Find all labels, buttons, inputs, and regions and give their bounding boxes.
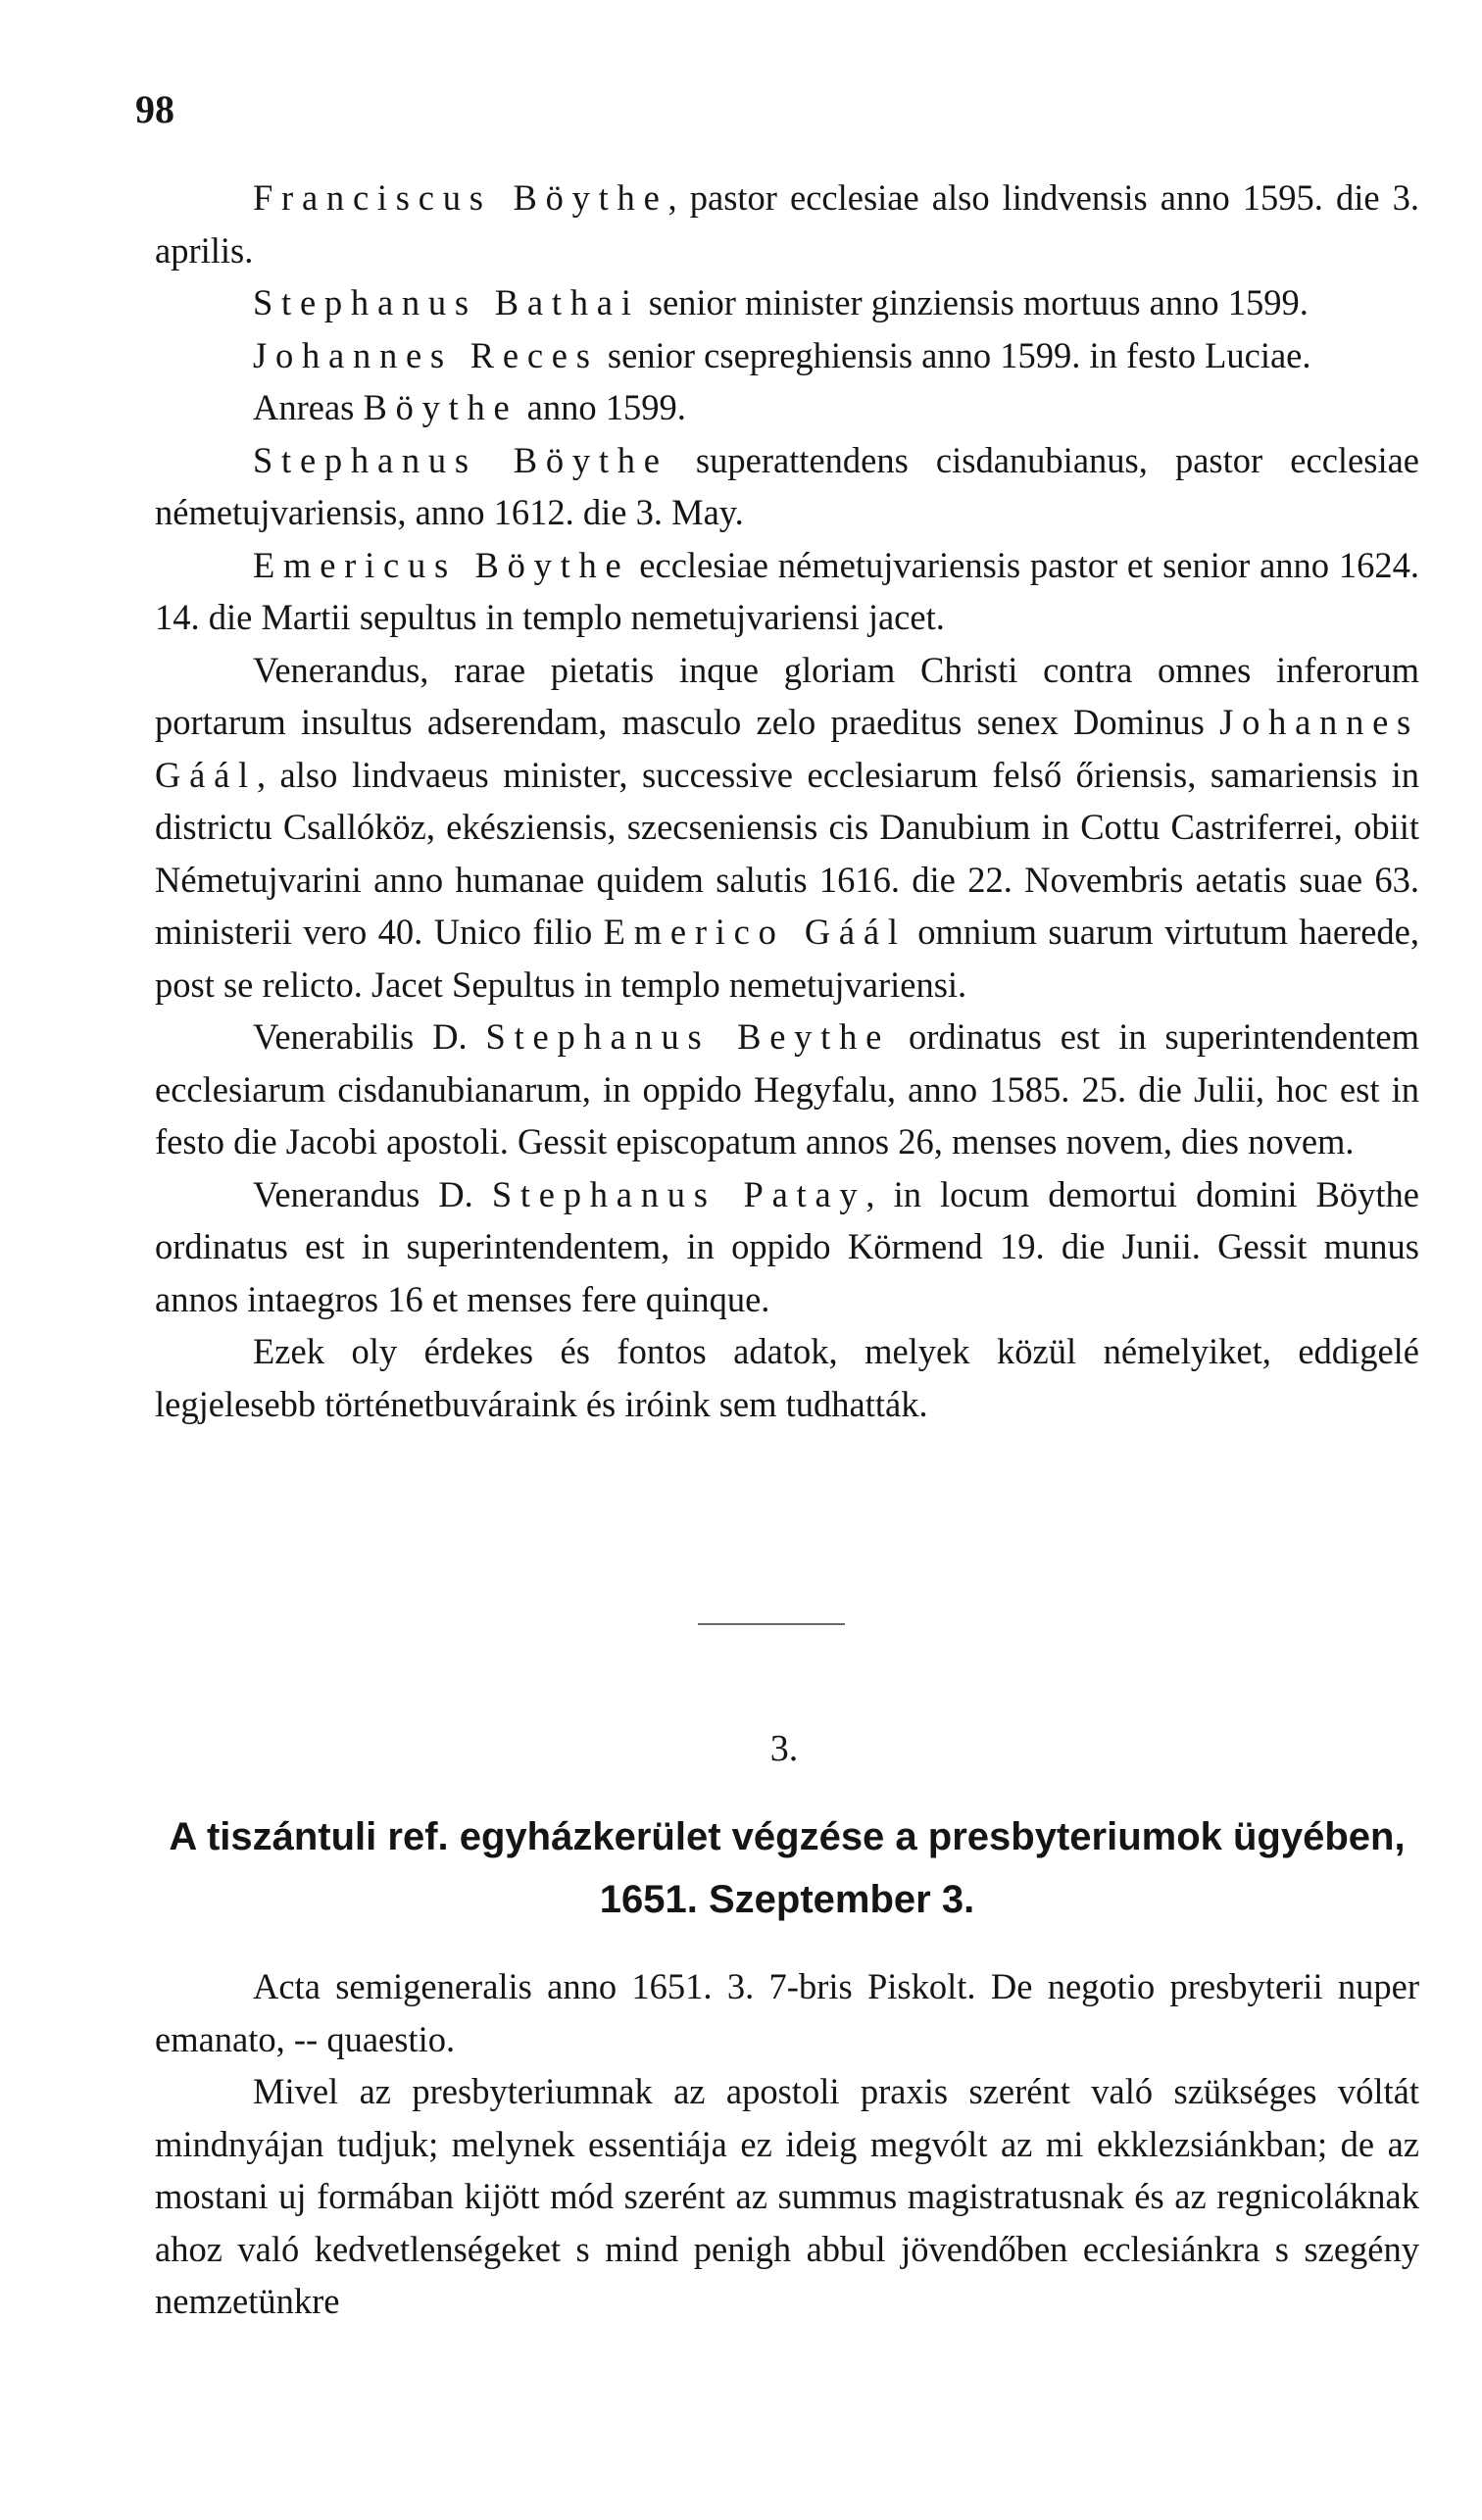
- spaced-name: Franciscus Böythe: [253, 177, 668, 218]
- page-number: 98: [135, 87, 174, 131]
- text-run: Ezek oly érdekes és fontos adatok, melyek közül némelyiket, eddigelé legjelesebb történetbuváraink és iróink sem tudhatták.: [155, 1331, 1419, 1424]
- text-run: senior minister ginziensis mortuus anno 1599.: [639, 282, 1309, 322]
- paragraph: [155, 381, 1419, 434]
- spaced-name: Emerico Gáál: [603, 912, 907, 952]
- spaced-name: Stephanus Böythe: [253, 439, 668, 480]
- text-run: Venerandus D.: [253, 1173, 492, 1214]
- text-run: , pastor ecclesiae also lindvensis anno 1595. die 3. aprilis.: [155, 177, 1419, 271]
- paragraph: [155, 1168, 1419, 1326]
- paragraph: [155, 539, 1419, 644]
- text-run: , also lindvaeus minister, successive ecclesiarum felső őriensis, samariensis in districtu Csallóköz, ekésziensis, szecseniensis cis Danubium in Cottu Castriferrei, obiit Németujvarini anno humanae quidem salutis 1616. die 22. Novembris aetatis suae 63. ministerii vero 40. Unico filio: [155, 754, 1419, 952]
- paragraph: [155, 1960, 1419, 2065]
- text-run: omnium suarum virtutum haerede, post se relicto. Jacet Sepultus in templo nemetujvariensi.: [155, 912, 1419, 1005]
- text-run: Venerabilis D.: [253, 1016, 486, 1057]
- text-run: Mivel az presbyteriumnak az apostoli praxis szerént való szükséges vóltát mindnyájan tudjuk; melynek essentiája ez ideig megvólt az mi ekklezsiánkban; de az mostani uj formában kijött mód szerént az summus magistratusnak és az regnicoláknak ahoz való kedvetlenségeket s mind penigh abbul jövendőben ecclesiánkra s szegény nemzetünkre: [155, 2071, 1419, 2321]
- register-entries: [155, 172, 1419, 1430]
- text-run: Acta semigeneralis anno 1651. 3. 7-bris Piskolt. De negotio presbyterii nuper emanato, -- quaestio.: [155, 1966, 1419, 2059]
- text-run: ordinatus est in superintendentem ecclesiarum cisdanubianarum, in oppido Hegyfalu, anno 1585. 25. die Julii, hoc est in festo die Jacobi apostoli. Gessit episcopatum annos 26, menses novem, dies novem.: [155, 1016, 1419, 1161]
- spaced-name: Johannes Reces: [253, 334, 599, 375]
- paragraph: [155, 276, 1419, 329]
- spaced-name: Stephanus Bathai: [253, 282, 640, 322]
- text-run: superattendens cisdanubianus, pastor ecclesiae németujvariensis, anno 1612. die 3. May.: [155, 439, 1419, 532]
- section-divider: [698, 1623, 845, 1625]
- paragraph: [155, 434, 1419, 539]
- paragraph: [155, 329, 1419, 382]
- text-run: , in locum demortui domini Böythe ordinatus est in superintendentem, in oppido Körmend 19. die Junii. Gessit munus annos intaegros 16 et menses fere quinque.: [155, 1173, 1419, 1319]
- spaced-name: Johannes Gáál: [155, 702, 1419, 795]
- paragraph: [155, 2065, 1419, 2328]
- spaced-name: Böythe: [363, 387, 519, 427]
- text-run: Venerandus, rarae pietatis inque gloriam Christi contra omnes inferorum portarum insultus adserendam, masculo zelo praeditus senex Dominus: [155, 649, 1419, 742]
- spaced-name: Emericus Böythe: [253, 544, 630, 585]
- resolution-text: [155, 1960, 1419, 2328]
- section-number: 3.: [769, 1728, 799, 1769]
- text-run: senior csepreghiensis anno 1599. in festo Luciae.: [598, 334, 1311, 375]
- spaced-name: Stephanus Patay: [491, 1173, 866, 1214]
- text-run: Anreas: [253, 387, 364, 427]
- spaced-name: Stephanus Beythe: [485, 1016, 891, 1057]
- paragraph: [155, 1325, 1419, 1430]
- paragraph: [155, 1011, 1419, 1168]
- section-title: A tiszántuli ref. egyházkerület végzése a presbyteriumok ügyében, 1651. Szeptember 3.: [169, 1815, 1406, 1921]
- text-run: ecclesiae németujvariensis pastor et senior anno 1624. 14. die Martii sepultus in templo nemetujvariensi jacet.: [155, 544, 1419, 637]
- text-run: anno 1599.: [518, 387, 686, 427]
- paragraph: [155, 644, 1419, 1012]
- paragraph: [155, 172, 1419, 276]
